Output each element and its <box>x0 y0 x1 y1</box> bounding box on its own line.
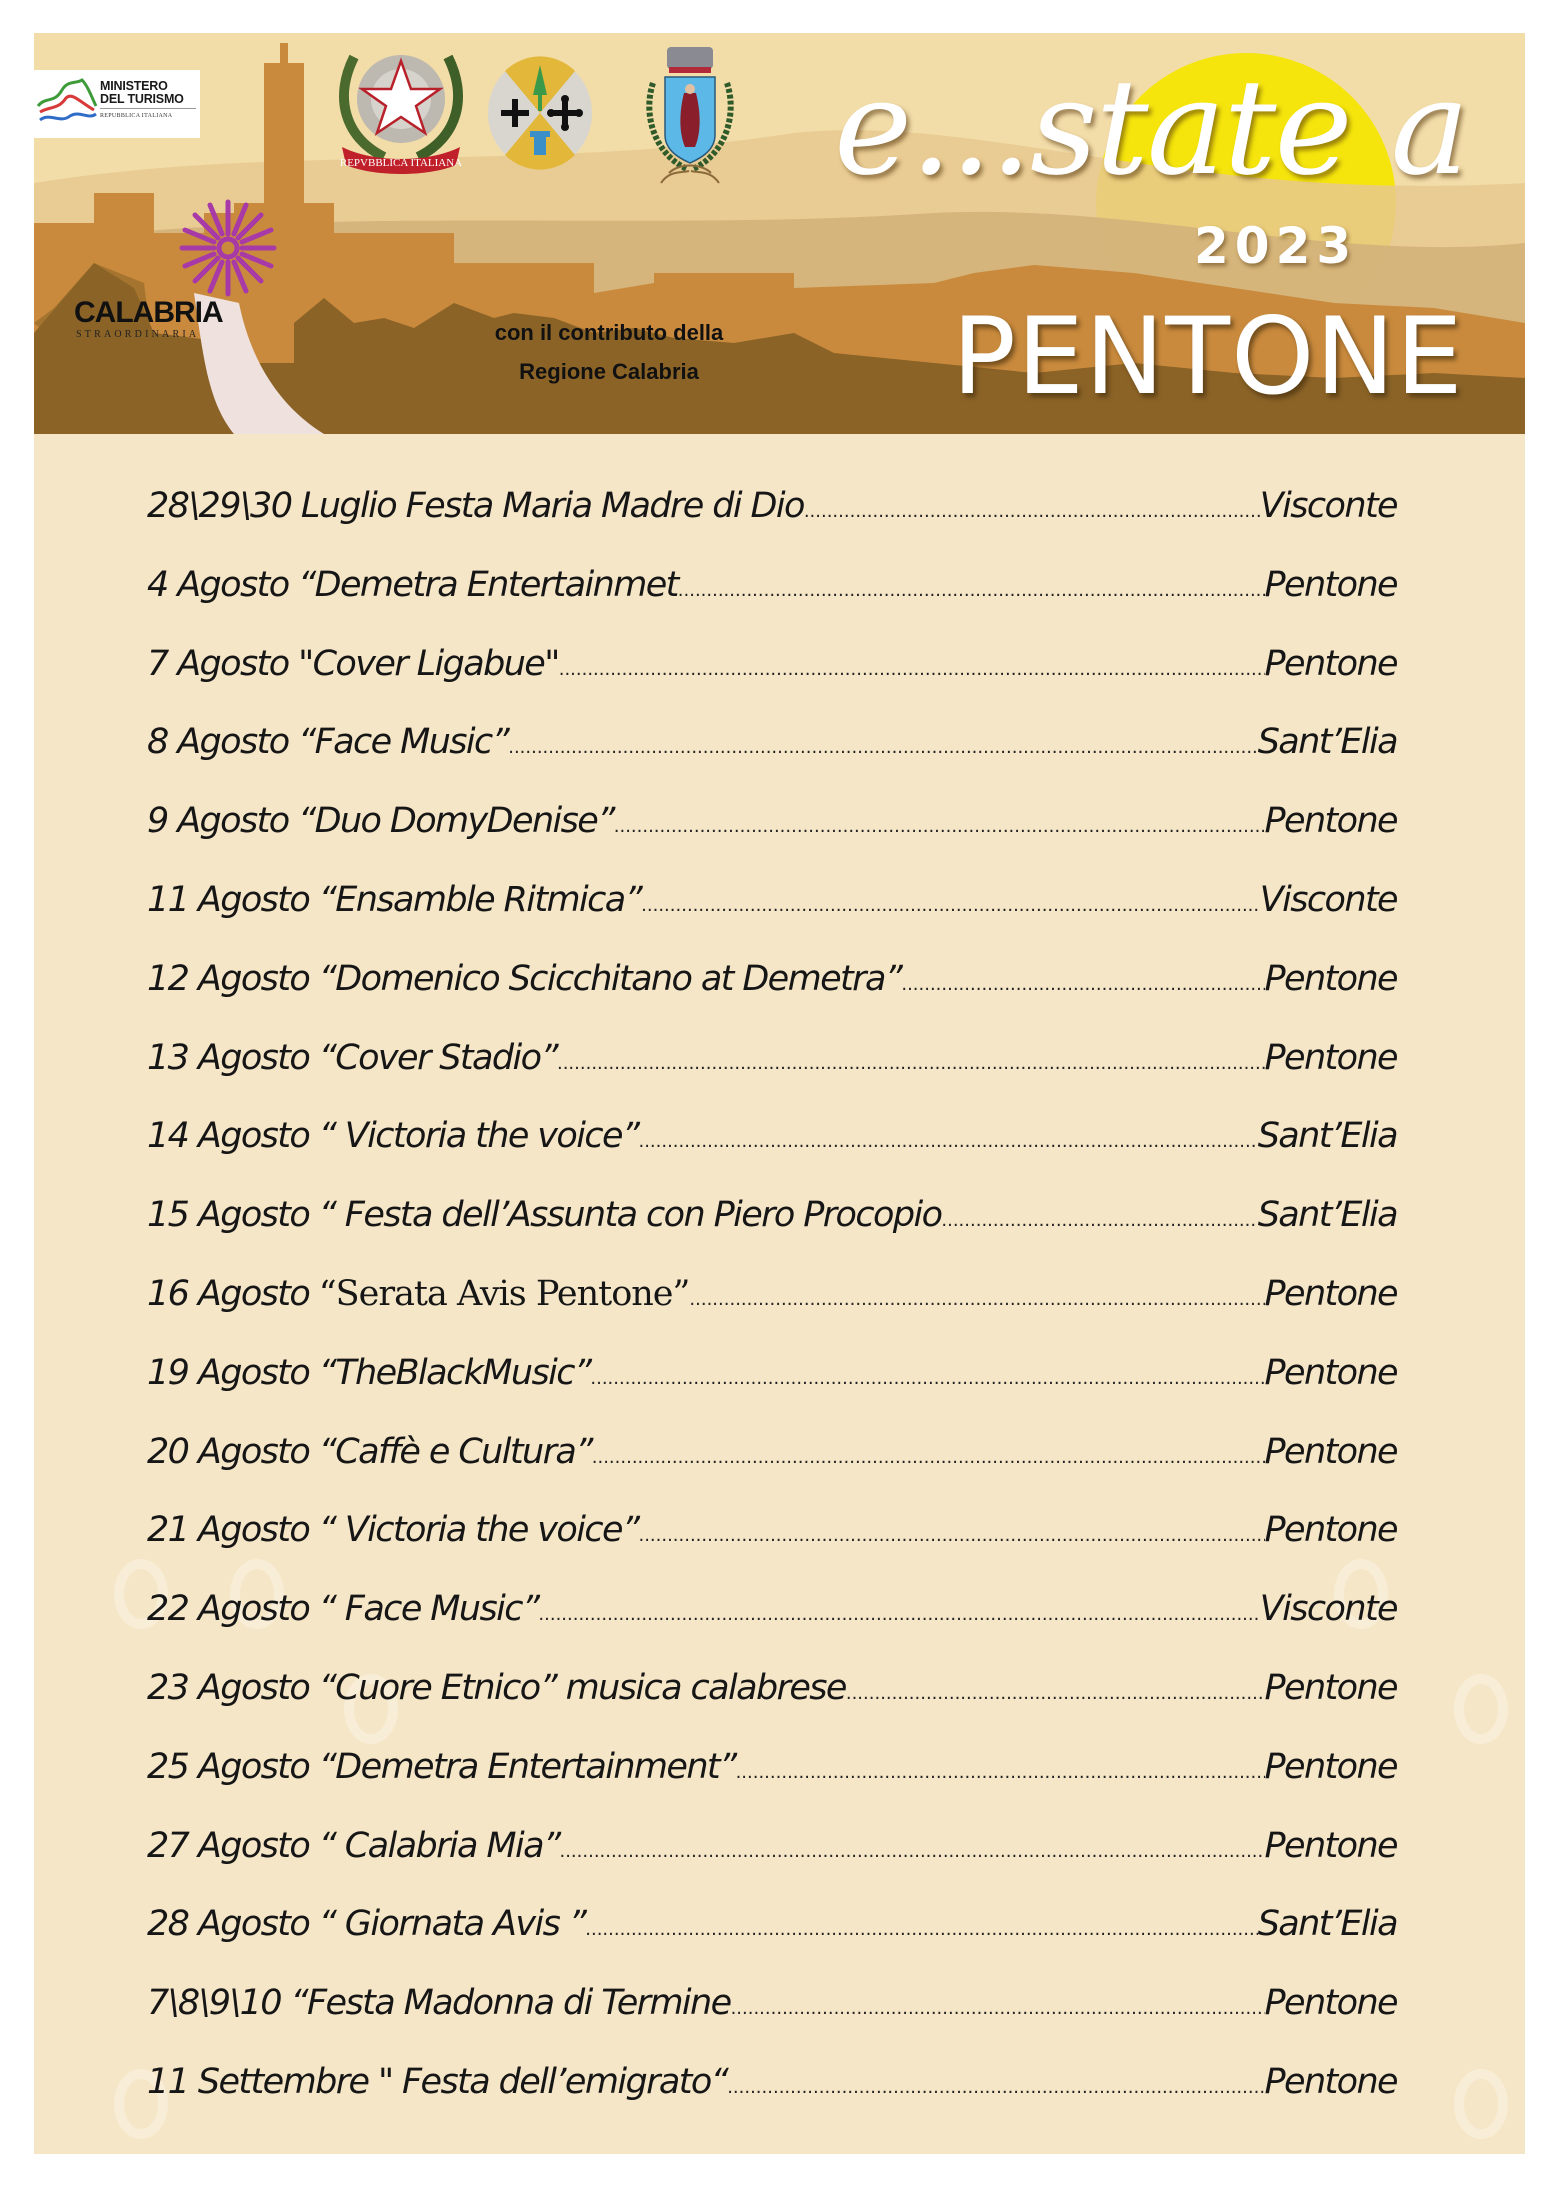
event-date: 7\8\9\10 <box>147 1983 281 2024</box>
ministero-line1: MINISTERO <box>100 79 168 93</box>
event-date: 4 Agosto <box>147 564 289 605</box>
event-location: Pentone <box>1264 1037 1397 1078</box>
event-date: 23 Agosto <box>147 1667 310 1708</box>
header-banner <box>34 33 1525 434</box>
event-title: “ Calabria Mia” <box>318 1825 560 1866</box>
event-title: “Duo DomyDenise” <box>298 801 614 842</box>
event-date: 15 Agosto <box>147 1195 310 1236</box>
event-row <box>147 1904 1397 1983</box>
dotted-leader <box>689 1289 1264 1310</box>
ministero-logo-title <box>100 80 184 106</box>
event-title: “Ensamble Ritmica” <box>318 879 642 920</box>
event-row <box>147 1353 1397 1432</box>
event-description <box>147 1038 557 1078</box>
dotted-leader <box>846 1683 1265 1704</box>
dotted-leader <box>638 1131 1257 1152</box>
title-script: e...state a <box>834 51 1468 205</box>
event-row <box>147 565 1397 644</box>
event-title: " Festa dell’emigrato“ <box>377 2061 728 2102</box>
dotted-leader <box>638 1525 1264 1546</box>
dotted-leader <box>901 974 1264 995</box>
event-date: 16 Agosto <box>147 1273 310 1314</box>
watermark-ring <box>1454 1674 1508 1744</box>
event-row <box>147 486 1397 565</box>
event-title: “ Giornata Avis ” <box>318 1904 586 1945</box>
event-location: Visconte <box>1259 879 1397 920</box>
event-title: “Cuore Etnico” musica calabrese <box>318 1667 846 1708</box>
event-location: Pentone <box>1264 1273 1397 1314</box>
event-description <box>147 880 641 920</box>
event-row <box>147 1983 1397 2062</box>
calabria-logo-subtitle: STRAORDINARIA <box>76 329 200 340</box>
event-date: 20 Agosto <box>147 1431 310 1472</box>
contribution-line2: Regione Calabria <box>519 359 699 384</box>
event-description <box>147 959 901 999</box>
event-row <box>147 722 1397 801</box>
pentone-coat-of-arms-icon <box>639 43 741 188</box>
event-location: Pentone <box>1264 1352 1397 1393</box>
event-description <box>147 565 678 605</box>
dotted-leader <box>804 501 1260 522</box>
emblem-ribbon-text: REPVBBLICA ITALIANA <box>339 157 463 169</box>
dotted-leader <box>557 1053 1265 1074</box>
event-date: 19 Agosto <box>147 1352 310 1393</box>
italian-republic-emblem-icon <box>334 37 468 179</box>
mountain-waves-icon <box>36 76 98 128</box>
event-description <box>147 1274 689 1314</box>
event-location: Pentone <box>1264 564 1397 605</box>
event-description <box>147 1195 941 1235</box>
dotted-leader <box>727 2077 1264 2098</box>
event-row <box>147 1589 1397 1668</box>
contribution-line1: con il contributo della <box>494 320 724 345</box>
event-title: “Caffè e Cultura” <box>318 1431 592 1472</box>
event-row <box>147 1510 1397 1589</box>
event-location: Pentone <box>1264 801 1397 842</box>
event-row <box>147 880 1397 959</box>
event-location: Sant’Elia <box>1257 1116 1397 1157</box>
event-row <box>147 1038 1397 1117</box>
watermark-ring <box>1454 2069 1508 2139</box>
event-description <box>147 722 508 762</box>
event-date: 25 Agosto <box>147 1746 310 1787</box>
events-panel <box>34 434 1525 2154</box>
event-location: Pentone <box>1264 958 1397 999</box>
event-date: 9 Agosto <box>147 801 289 842</box>
event-title: “Festa Madonna di Termine <box>290 1983 731 2024</box>
event-row <box>147 1826 1397 1905</box>
event-location: Pentone <box>1264 1825 1397 1866</box>
event-row <box>147 1668 1397 1747</box>
calabria-straordinaria-logo <box>74 198 234 378</box>
ministero-subtitle: REPUBBLICA ITALIANA <box>100 113 173 119</box>
event-description <box>147 1983 731 2023</box>
event-title: “Serata Avis Pentone” <box>318 1273 690 1314</box>
event-location: Sant’Elia <box>1257 722 1397 763</box>
event-description <box>147 1826 559 1866</box>
event-location: Sant’Elia <box>1257 1195 1397 1236</box>
event-date: 28 Agosto <box>147 1904 310 1945</box>
event-location: Pentone <box>1264 1983 1397 2024</box>
event-description <box>147 1116 638 1156</box>
event-date: 22 Agosto <box>147 1589 310 1630</box>
event-date: 21 Agosto <box>147 1510 310 1551</box>
events-list <box>147 486 1397 2141</box>
event-description <box>147 486 804 526</box>
calabria-flower-icon <box>178 198 278 298</box>
dotted-leader <box>585 1919 1257 1940</box>
ministero-del-turismo-logo <box>34 70 200 138</box>
event-date: 14 Agosto <box>147 1116 310 1157</box>
event-title: “Face Music” <box>298 722 509 763</box>
event-description <box>147 1510 638 1550</box>
event-description <box>147 1432 592 1472</box>
calabria-region-emblem-icon <box>485 55 595 171</box>
event-location: Pentone <box>1264 1431 1397 1472</box>
event-title: "Cover Ligabue" <box>298 643 559 684</box>
dotted-leader <box>508 737 1257 758</box>
event-row <box>147 1274 1397 1353</box>
dotted-leader <box>641 895 1260 916</box>
event-description <box>147 1904 585 1944</box>
title-year: 2023 <box>1194 217 1358 275</box>
event-description <box>147 1668 846 1708</box>
event-description <box>147 801 614 841</box>
dotted-leader <box>941 1210 1257 1231</box>
dotted-leader <box>678 580 1265 601</box>
dotted-leader <box>590 1368 1264 1389</box>
event-title: “Cover Stadio” <box>318 1037 557 1078</box>
contribution-note <box>464 313 754 391</box>
event-title: “TheBlackMusic” <box>318 1352 591 1393</box>
title-town: PENTONE <box>952 295 1464 418</box>
dotted-leader <box>592 1447 1265 1468</box>
event-date: 7 Agosto <box>147 643 289 684</box>
event-row <box>147 1116 1397 1195</box>
event-title: “Demetra Entertainment” <box>318 1746 736 1787</box>
event-title: “ Victoria the voice” <box>318 1510 639 1551</box>
event-location: Pentone <box>1264 1746 1397 1787</box>
dotted-leader <box>538 1604 1259 1625</box>
event-description <box>147 1589 538 1629</box>
event-location: Pentone <box>1264 1510 1397 1551</box>
dotted-leader <box>731 1998 1265 2019</box>
event-location: Sant’Elia <box>1257 1904 1397 1945</box>
event-row <box>147 1432 1397 1511</box>
event-poster <box>34 33 1525 2154</box>
event-row <box>147 644 1397 723</box>
event-title: “ Festa dell’Assunta con Piero Procopio <box>318 1195 942 1236</box>
event-date: 12 Agosto <box>147 958 310 999</box>
event-description <box>147 1353 590 1393</box>
event-row <box>147 959 1397 1038</box>
event-date: 11 Agosto <box>147 879 310 920</box>
event-row <box>147 2062 1397 2141</box>
event-location: Pentone <box>1264 643 1397 684</box>
dotted-leader <box>559 659 1265 680</box>
dotted-leader <box>559 1841 1264 1862</box>
dotted-leader <box>736 1762 1265 1783</box>
event-row <box>147 1195 1397 1274</box>
ministero-line2: DEL TURISMO <box>100 92 184 106</box>
calabria-logo-word: CALABRIA <box>74 296 223 329</box>
event-date: 11 Settembre <box>147 2061 369 2102</box>
event-title: “ Victoria the voice” <box>318 1116 639 1157</box>
event-date: 8 Agosto <box>147 722 289 763</box>
divider <box>100 108 196 109</box>
event-row <box>147 801 1397 880</box>
event-description <box>147 1747 736 1787</box>
event-location: Visconte <box>1259 486 1397 526</box>
event-location: Pentone <box>1264 1667 1397 1708</box>
event-location: Pentone <box>1264 2061 1397 2102</box>
event-description <box>147 2062 727 2102</box>
event-title: “ Face Music” <box>318 1589 539 1630</box>
event-location: Visconte <box>1259 1589 1397 1630</box>
event-title: “Demetra Entertainmet <box>298 564 678 605</box>
event-date: 13 Agosto <box>147 1037 310 1078</box>
event-row <box>147 1747 1397 1826</box>
event-date: 27 Agosto <box>147 1825 310 1866</box>
event-title: Festa Maria Madre di Dio <box>405 486 804 526</box>
event-date: 28\29\30 Luglio <box>147 486 397 526</box>
event-title: “Domenico Scicchitano at Demetra” <box>318 958 902 999</box>
event-description <box>147 644 559 684</box>
dotted-leader <box>614 816 1265 837</box>
